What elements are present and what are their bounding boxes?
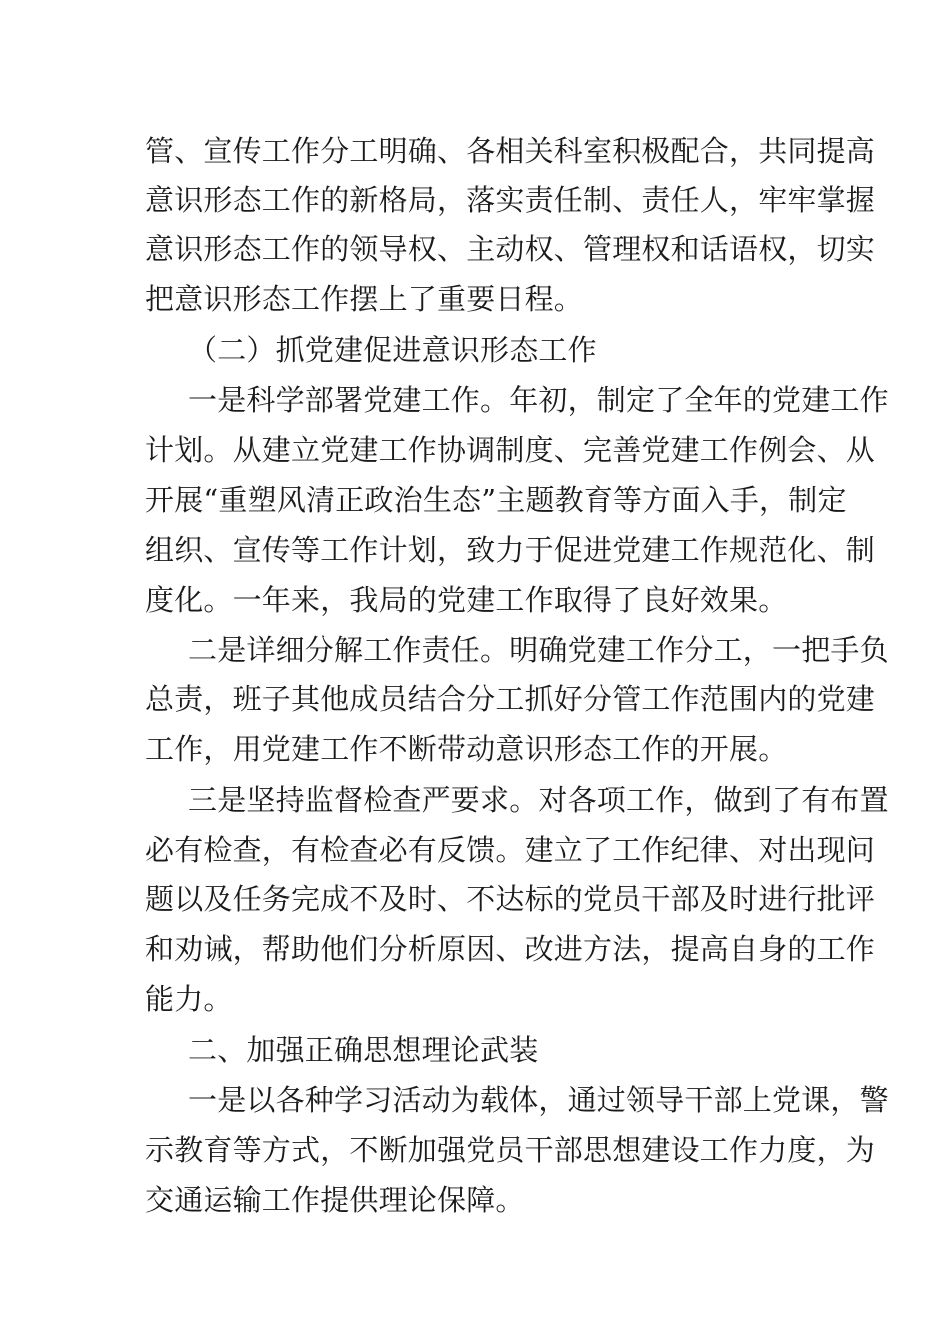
text-line: 一是以各种学习活动为载体，通过领导干部上党课，警 bbox=[188, 1083, 889, 1117]
text-line: 工作，用党建工作不断带动意识形态工作的开展。 bbox=[145, 732, 788, 766]
text-line: 必有检查，有检查必有反馈。建立了工作纪律、对出现问 bbox=[145, 833, 876, 867]
text-line: 题以及任务完成不及时、不达标的党员干部及时进行批评 bbox=[145, 882, 876, 916]
section-heading: 二、加强正确思想理论武装 bbox=[188, 1033, 539, 1067]
text-line: 管、宣传工作分工明确、各相关科室积极配合，共同提高 bbox=[145, 134, 876, 168]
section-heading: （二）抓党建促进意识形态工作 bbox=[188, 333, 597, 367]
text-line: 组织、宣传等工作计划，致力于促进党建工作规范化、制 bbox=[145, 533, 876, 567]
text-line: 示教育等方式，不断加强党员干部思想建设工作力度，为 bbox=[145, 1133, 876, 1167]
text-line: 交通运输工作提供理论保障。 bbox=[145, 1183, 525, 1217]
text-line: 把意识形态工作摆上了重要日程。 bbox=[145, 282, 584, 316]
text-line: 总责，班子其他成员结合分工抓好分管工作范围内的党建 bbox=[145, 682, 876, 716]
text-line: 开展“重塑风清正政治生态”主题教育等方面入手，制定 bbox=[145, 483, 847, 517]
text-line: 二是详细分解工作责任。明确党建工作分工，一把手负 bbox=[188, 633, 889, 667]
text-line: 意识形态工作的领导权、主动权、管理权和话语权，切实 bbox=[145, 232, 876, 266]
text-line: 度化。一年来，我局的党建工作取得了良好效果。 bbox=[145, 583, 788, 617]
text-line: 一是科学部署党建工作。年初，制定了全年的党建工作 bbox=[188, 383, 889, 417]
text-line: 意识形态工作的新格局，落实责任制、责任人，牢牢掌握 bbox=[145, 183, 876, 217]
text-line: 和劝诫，帮助他们分析原因、改进方法，提高自身的工作 bbox=[145, 932, 876, 966]
text-line: 计划。从建立党建工作协调制度、完善党建工作例会、从 bbox=[145, 433, 876, 467]
text-line: 三是坚持监督检查严要求。对各项工作，做到了有布置 bbox=[188, 783, 889, 817]
text-line: 能力。 bbox=[145, 982, 233, 1016]
